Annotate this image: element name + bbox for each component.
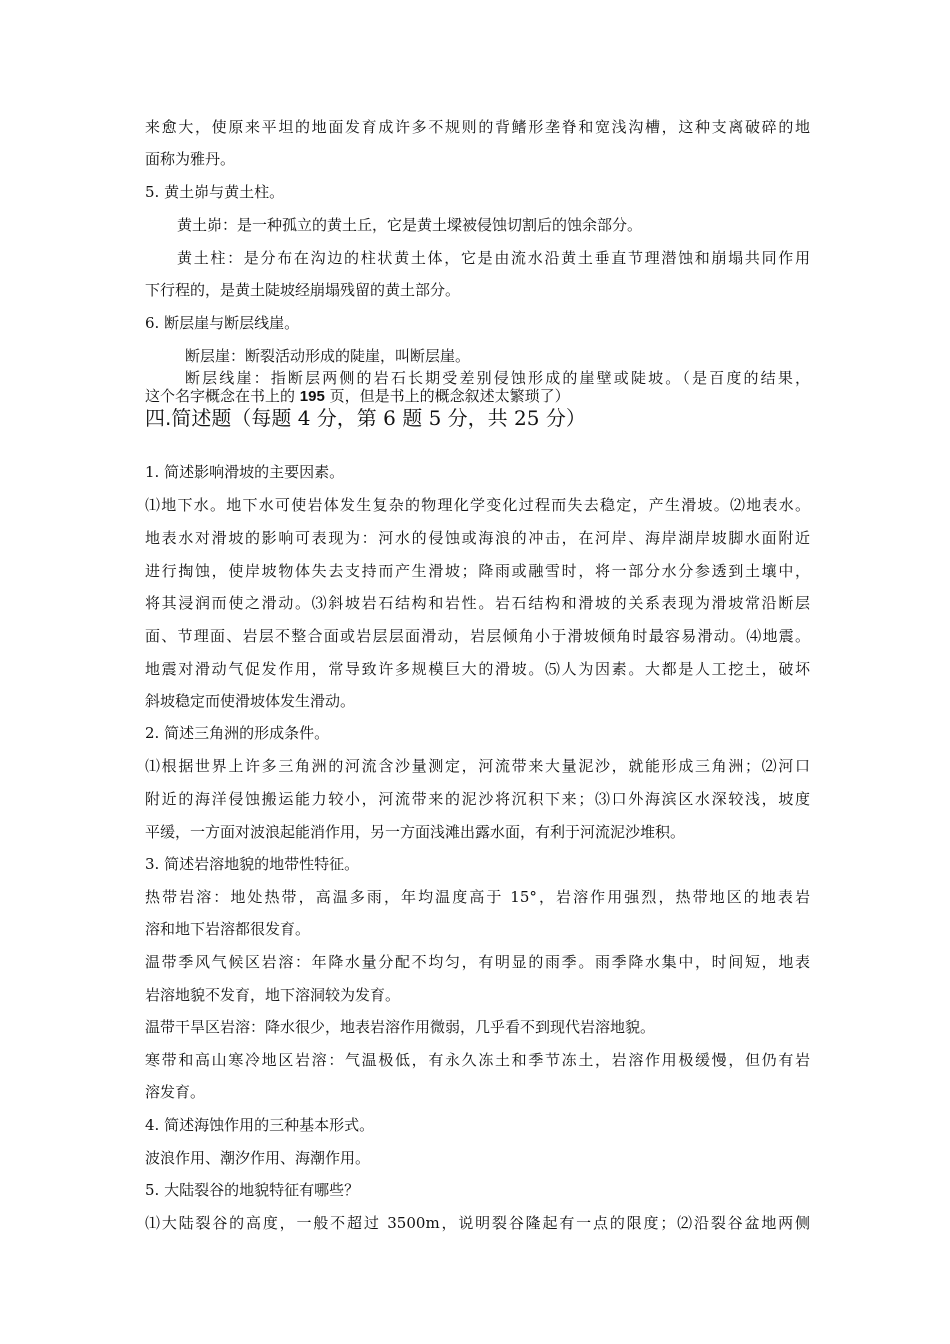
answer-line: 斜坡稳定而使滑坡体发生滑动。 — [145, 692, 356, 710]
question-title: 5. 大陆裂谷的地貌特征有哪些？ — [145, 1181, 360, 1199]
text-fragment: 页，但是书上的概念叙述太繁琐了） — [324, 387, 570, 405]
definition-line: 断层线崖：指断层两侧的岩石长期受差别侵蚀形成的崖壁或陡坡。（是百度的结果， — [185, 369, 810, 387]
answer-line: 地震对滑动气促发作用，常导致许多规模巨大的滑坡。⑸人为因素。大都是人工挖土，破坏 — [145, 660, 810, 678]
text-line: 下行程的，是黄土陡坡经崩塌残留的黄土部分。 — [145, 281, 461, 299]
text-line — [145, 387, 810, 406]
question-title: 1. 简述影响滑坡的主要因素。 — [145, 463, 345, 481]
definition-line: 黄土峁：是一种孤立的黄土丘，它是黄土墚被侵蚀切割后的蚀余部分。 — [177, 216, 643, 234]
answer-line: 溶发育。 — [145, 1083, 206, 1101]
answer-line: 岩溶地貌不发育，地下溶洞较为发育。 — [145, 986, 401, 1004]
answer-line: 进行掏蚀，使岸坡物体失去支持而产生滑坡；降雨或融雪时，将一部分水分参透到土壤中， — [145, 562, 810, 580]
definition-heading: 6. 断层崖与断层线崖。 — [145, 314, 300, 332]
answer-line: 温带季风气候区岩溶：年降水量分配不均匀，有明显的雨季。雨季降水集中，时间短，地表 — [145, 953, 810, 971]
answer-line: 平缓，一方面对波浪起能消作用，另一方面浅滩出露水面，有利于河流泥沙堆积。 — [145, 823, 686, 841]
question-title: 2. 简述三角洲的形成条件。 — [145, 724, 330, 742]
text-fragment: 这个名字概念在书上的 — [145, 387, 300, 405]
answer-line: ⑴根据世界上许多三角洲的河流含沙量测定，河流带来大量泥沙，就能形成三角洲；⑵河口 — [145, 757, 810, 775]
answer-line: 地表水对滑坡的影响可表现为：河水的侵蚀或海浪的冲击，在河岸、海岸湖岸坡脚水面附近 — [145, 529, 810, 547]
answer-line: ⑴地下水。地下水可使岩体发生复杂的物理化学变化过程而失去稳定，产生滑坡。⑵地表水。 — [145, 496, 810, 514]
definition-heading: 5. 黄土峁与黄土柱。 — [145, 183, 285, 201]
answer-line: 面、节理面、岩层不整合面或岩层层面滑动，岩层倾角小于滑坡倾角时最容易滑动。⑷地震。 — [145, 627, 810, 645]
section-title: 简述题（每题 4 分，第 6 题 5 分，共 25 分） — [171, 406, 586, 430]
definition-line: 断层崖：断裂活动形成的陡崖，叫断层崖。 — [185, 347, 471, 365]
section-heading — [145, 405, 810, 431]
question-title: 3. 简述岩溶地貌的地带性特征。 — [145, 855, 360, 873]
answer-line: 将其浸润而使之滑动。⑶斜坡岩石结构和岩性。岩石结构和滑坡的关系表现为滑坡常沿断层 — [145, 594, 810, 612]
text-line: 面称为雅丹。 — [145, 150, 236, 168]
section-number: 四. — [145, 406, 172, 430]
answer-line: 波浪作用、潮汐作用、海潮作用。 — [145, 1149, 371, 1167]
question-title: 4. 简述海蚀作用的三种基本形式。 — [145, 1116, 375, 1134]
answer-line: 寒带和高山寒冷地区岩溶：气温极低，有永久冻土和季节冻土，岩溶作用极缓慢，但仍有岩 — [145, 1051, 810, 1069]
answer-line: 温带干旱区岩溶：降水很少，地表岩溶作用微弱，几乎看不到现代岩溶地貌。 — [145, 1018, 656, 1036]
answer-line: 溶和地下岩溶都很发育。 — [145, 920, 311, 938]
answer-line: 热带岩溶：地处热带，高温多雨，年均温度高于 15°，岩溶作用强烈，热带地区的地表岩 — [145, 888, 810, 906]
answer-line: 附近的海洋侵蚀搬运能力较小，河流带来的泥沙将沉积下来；⑶口外海滨区水深较浅，坡度 — [145, 790, 810, 808]
text-line: 来愈大，使原来平坦的地面发育成许多不规则的背鳍形垄脊和宽浅沟槽，这种支离破碎的地 — [145, 118, 810, 136]
page-number-reference: 195 — [299, 388, 325, 405]
definition-line: 黄土柱：是分布在沟边的柱状黄土体，它是由流水沿黄土垂直节理潜蚀和崩塌共同作用 — [177, 249, 810, 267]
answer-line: ⑴大陆裂谷的高度，一般不超过 3500m，说明裂谷隆起有一点的限度；⑵沿裂谷盆地两侧 — [145, 1214, 810, 1232]
